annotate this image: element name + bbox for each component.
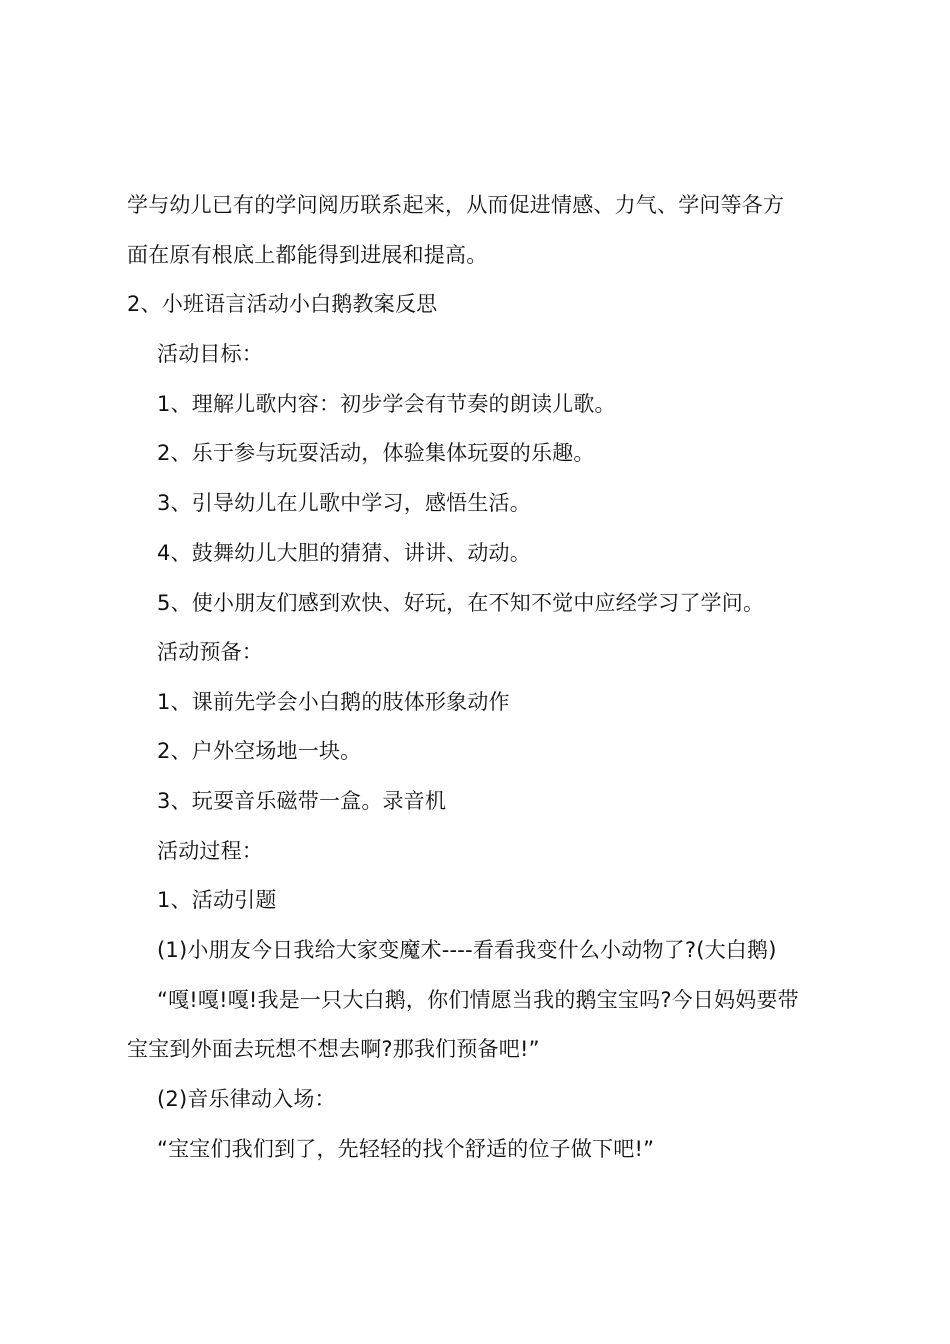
quote-line: 宝宝到外面去玩想不想去啊?那我们预备吧!” [127,1037,540,1061]
list-item: 5、使小朋友们感到欢快、好玩，在不知不觉中应经学习了学问。 [157,591,765,615]
list-item: 1、活动引题 [157,888,277,912]
quote-line: “宝宝们我们到了，先轻轻的找个舒适的位子做下吧!” [157,1137,655,1161]
body-text-line: 面在原有根底上都能得到进展和提高。 [127,243,488,267]
section-heading: 2、小班语言活动小白鹅教案反思 [127,292,438,316]
subheading-activity-process: 活动过程： [157,839,263,863]
list-item: 2、户外空场地一块。 [157,739,362,763]
list-item: 1、理解儿歌内容：初步学会有节奏的朗读儿歌。 [157,392,616,416]
body-text-line: (2)音乐律动入场： [157,1087,336,1111]
list-item: 2、乐于参与玩耍活动，体验集体玩耍的乐趣。 [157,441,595,465]
list-item: 3、玩耍音乐磁带一盒。录音机 [157,789,447,813]
subheading-activity-preparation: 活动预备： [157,640,263,664]
subheading-activity-goals: 活动目标： [157,342,263,366]
body-text-line: (1)小朋友今日我给大家变魔术----看看我变什么小动物了?(大白鹅) [157,938,777,962]
list-item: 3、引导幼儿在儿歌中学习，感悟生活。 [157,491,531,515]
quote-line: “嘎!嘎!嘎!我是一只大白鹅，你们情愿当我的鹅宝宝吗?今日妈妈要带 [157,988,799,1012]
list-item: 1、课前先学会小白鹅的肢体形象动作 [157,690,510,714]
body-text-line: 学与幼儿已有的学问阅历联系起来，从而促进情感、力气、学问等各方 [127,193,785,217]
list-item: 4、鼓舞幼儿大胆的猜猜、讲讲、动动。 [157,541,531,565]
